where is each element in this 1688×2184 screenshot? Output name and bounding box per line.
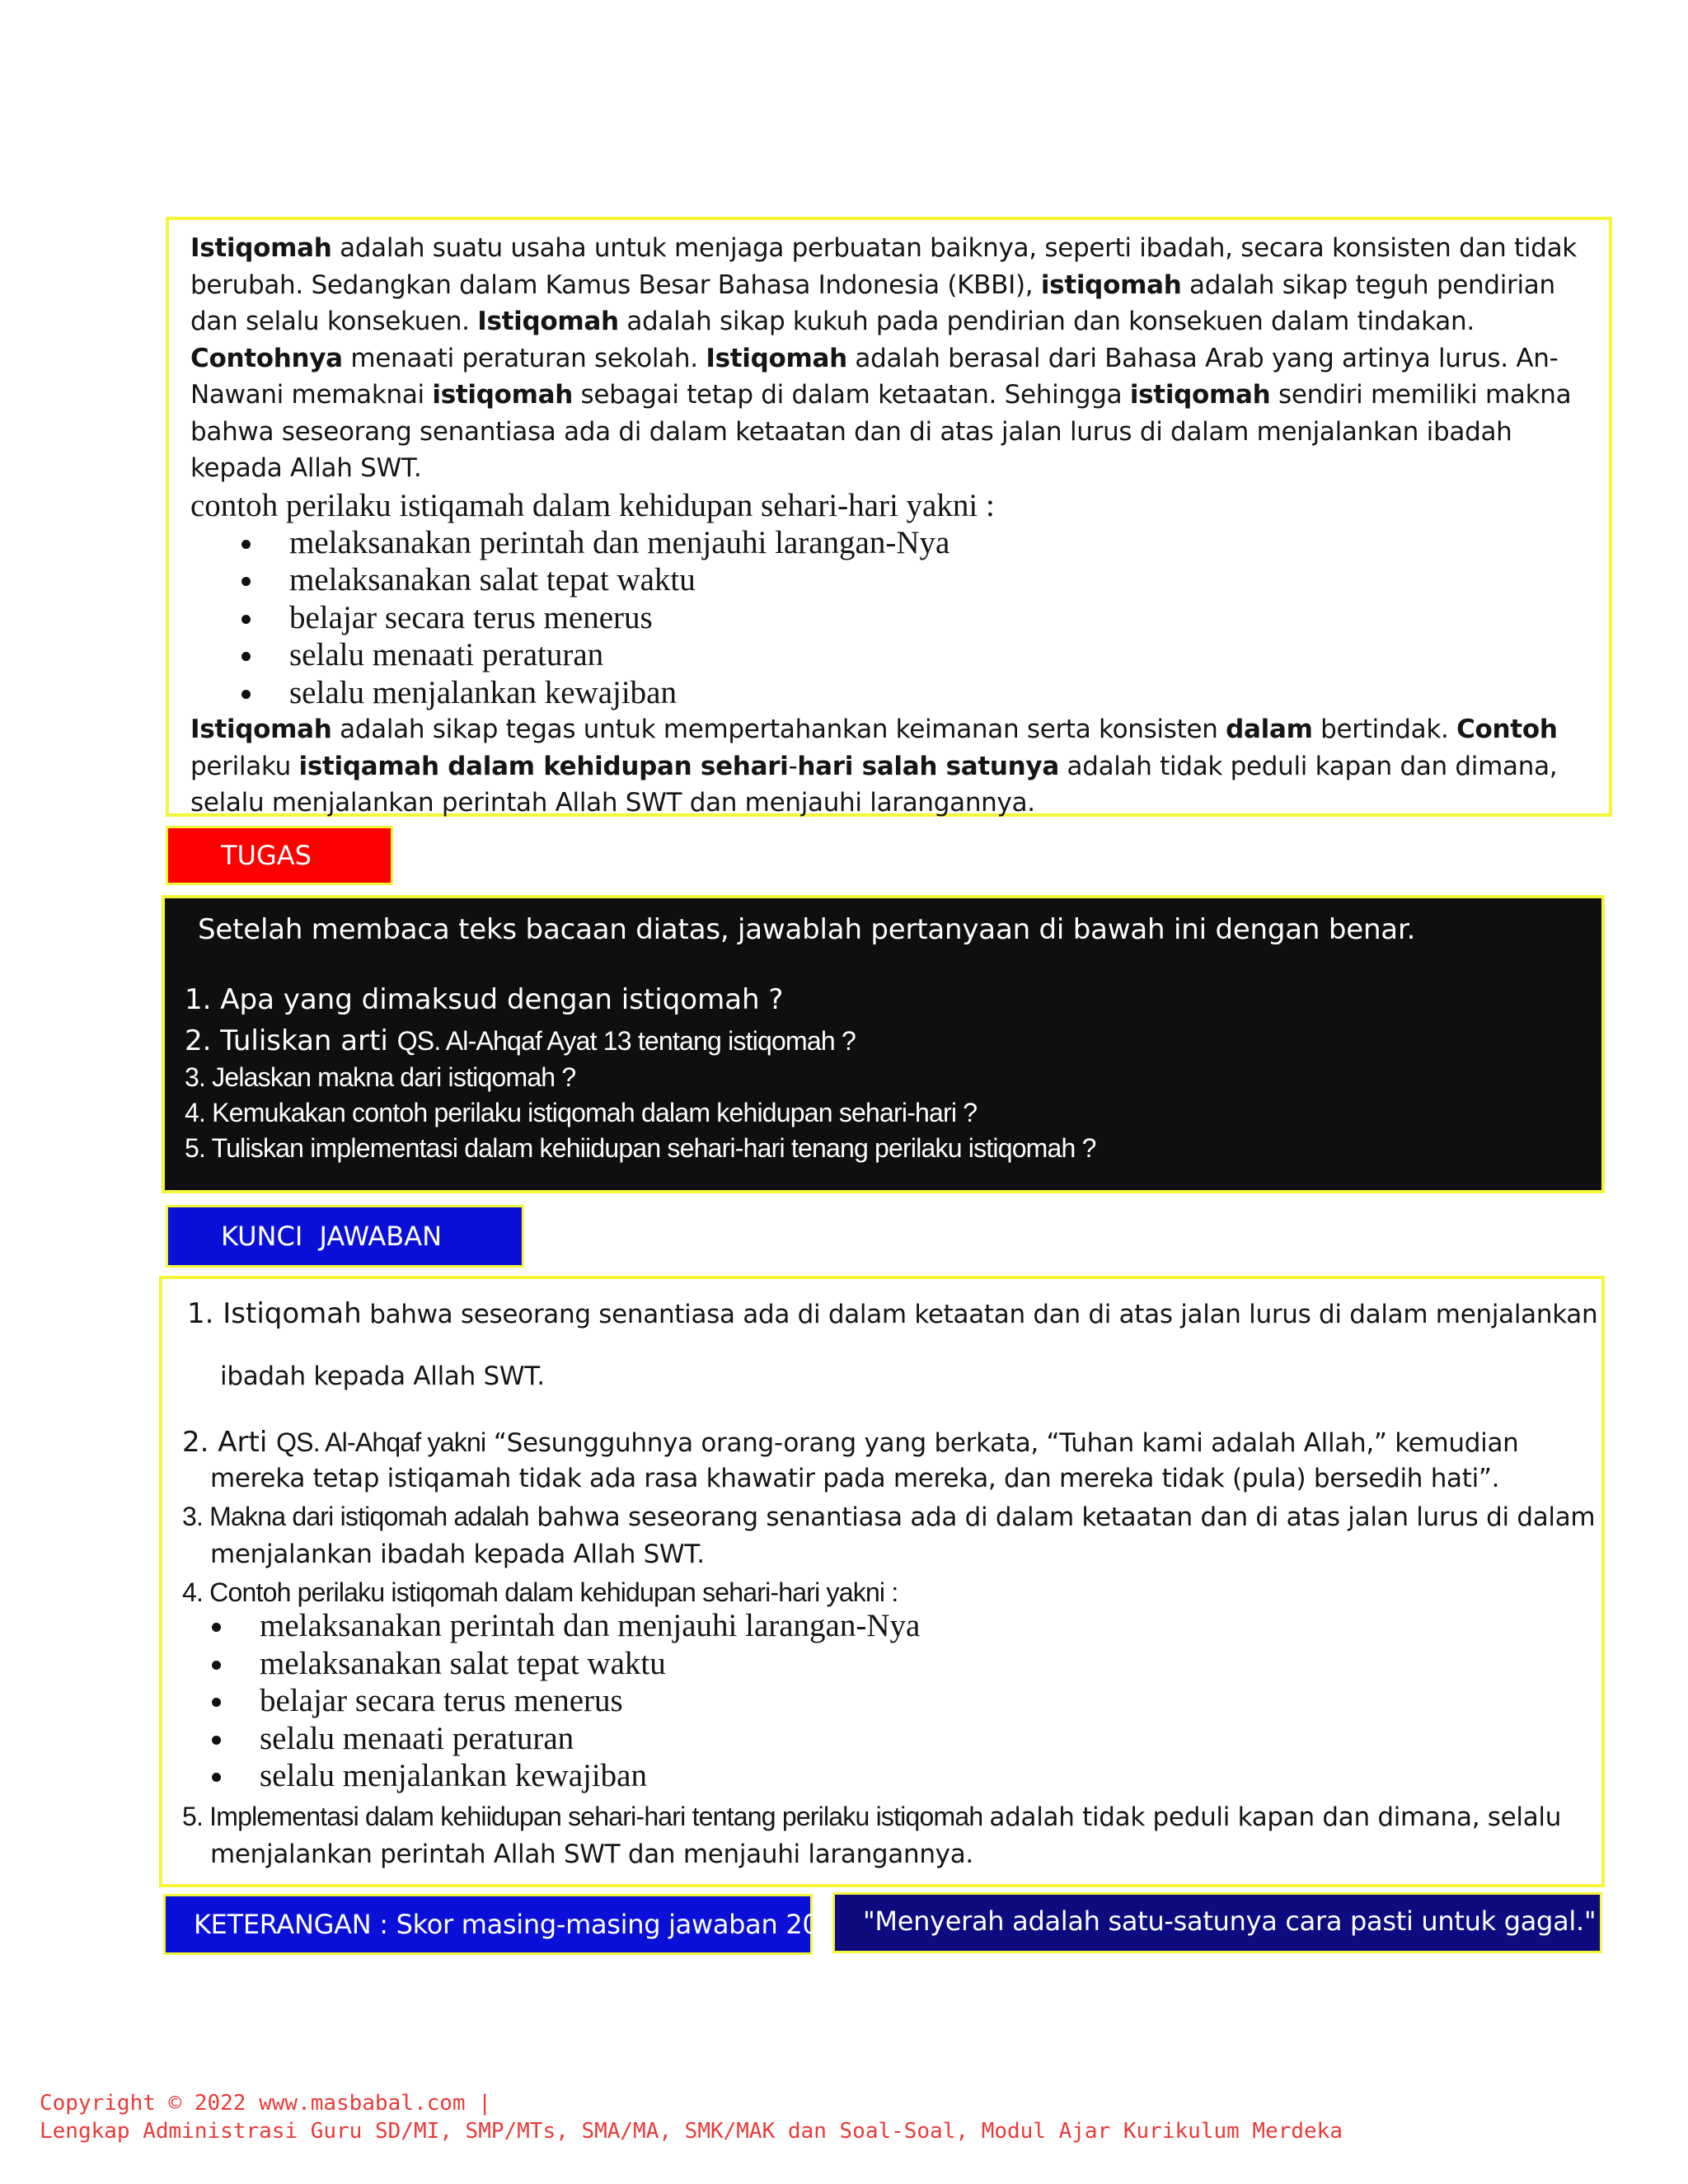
list-item — [161, 1720, 920, 1758]
paragraph-text: sebagai tetap di dalam ketaatan. Sehingga — [573, 380, 1130, 410]
paragraph-text: menaati peraturan sekolah. — [342, 343, 706, 373]
list-item — [190, 524, 1587, 562]
answer-2-prefix: 2. Arti — [182, 1426, 277, 1459]
answer-1 — [187, 1297, 1597, 1330]
answer-3-line-2: menjalankan ibadah kepada Allah SWT. — [210, 1540, 705, 1569]
list-item — [190, 561, 1587, 599]
tugas-label: TUGAS — [166, 826, 393, 885]
reading-paragraph-2 — [190, 711, 1587, 822]
bullet-icon — [241, 690, 251, 699]
bold-term: istiqomah — [1129, 380, 1271, 410]
answer-4-list — [161, 1607, 920, 1795]
question-2-prefix: 2. Tuliskan arti — [185, 1024, 397, 1057]
motivational-quote: "Menyerah adalah satu-satunya cara pasti untuk gagal." — [832, 1892, 1602, 1953]
list-item-text: melaksanakan salat tepat waktu — [260, 1645, 666, 1681]
list-item — [190, 599, 1587, 637]
answer-3-prefix: 3. Makna dari istiqomah adalah — [182, 1502, 529, 1531]
answer-1-text: bahwa seseorang senantiasa ada di dalam ketaatan dan di atas jalan lurus di dalam menjalankan — [361, 1300, 1598, 1329]
answer-2-source: QS. Al-Ahqaf yakni — [276, 1427, 486, 1457]
question-5: 5. Tuliskan implementasi dalam kehiidupan sehari-hari tenang perilaku istiqomah ? — [185, 1133, 1096, 1163]
question-2-text: QS. Al-Ahqaf Ayat 13 tentang istiqomah ? — [396, 1026, 856, 1056]
answer-5-prefix: 5. Implementasi dalam kehiidupan sehari-hari tentang perilaku istiqomah — [182, 1802, 990, 1831]
questions-box — [162, 895, 1605, 1193]
list-item — [161, 1607, 920, 1645]
paragraph-text: adalah sikap kukuh pada pendirian dan konsekuen dalam tindakan. — [618, 307, 1475, 336]
list-item — [161, 1757, 920, 1795]
paragraph-text: adalah sikap teguh pendirian dan selalu konsekuen. — [190, 269, 1555, 336]
bullet-icon — [212, 1773, 221, 1782]
paragraph-text: perilaku — [190, 751, 299, 781]
question-4: 4. Kemukakan contoh perilaku istiqomah dalam kehidupan sehari-hari ? — [185, 1098, 978, 1127]
answer-3-text: bahwa seseorang senantiasa ada di dalam ketaatan dan di atas jalan lurus di dalam — [528, 1502, 1596, 1532]
paragraph-text: adalah suatu usaha untuk menjaga perbuatan baiknya, seperti ibadah, secara konsisten dan tidak berubah. Sedangkan dalam Kamus Besar Bahasa Indonesia (KBBI), — [190, 233, 1577, 300]
bullet-icon — [241, 540, 251, 549]
paragraph-text: sendiri memiliki makna bahwa seseorang senantiasa ada di dalam ketaatan dan di atas jalan lurus di dalam menjalankan ibadah kepada Allah SWT. — [190, 380, 1572, 483]
bold-term: Istiqomah — [706, 343, 847, 373]
bullet-icon — [212, 1623, 221, 1632]
answer-key-label: KUNCI JAWABAN — [166, 1205, 524, 1268]
bold-term: Istiqomah — [477, 307, 619, 336]
paragraph-text: - — [788, 751, 798, 781]
paragraph-text: adalah berasal dari Bahasa Arab yang artinya lurus. An-Nawani memaknai — [190, 343, 1559, 410]
answer-2 — [182, 1426, 1519, 1459]
list-item-text: melaksanakan perintah dan menjauhi larangan-Nya — [260, 1608, 921, 1643]
bold-term: istiqomah — [432, 380, 573, 410]
answer-1-prefix: 1. Istiqomah — [187, 1297, 362, 1330]
paragraph-text: adalah sikap tegas untuk mempertahankan keimanan serta konsisten — [331, 715, 1226, 744]
bullet-icon — [241, 615, 251, 624]
list-item — [190, 636, 1587, 674]
answer-1-line-2: ibadah kepada Allah SWT. — [220, 1361, 545, 1391]
examples-list — [190, 524, 1587, 712]
copyright-line-1: Copyright © 2022 www.masbabal.com | — [40, 2091, 491, 2116]
reading-paragraph-1 — [190, 230, 1587, 487]
list-item — [190, 674, 1587, 712]
bold-term: Contoh — [1456, 715, 1558, 744]
copyright-line-2: Lengkap Administrasi Guru SD/MI, SMP/MTs, SMA/MA, SMK/MAK dan Soal-Soal, Modul Ajar Kurikulum Merdeka — [40, 2119, 1343, 2144]
answer-5-text: adalah tidak peduli kapan dan dimana, selalu — [989, 1802, 1562, 1832]
score-note: KETERANGAN : Skor masing-masing jawaban 20 — [163, 1894, 813, 1955]
list-item-text: belajar secara terus menerus — [289, 599, 653, 635]
bullet-icon — [241, 652, 251, 661]
list-item-text: selalu menjalankan kewajiban — [260, 1758, 647, 1793]
bold-term: istiqamah dalam kehidupan sehari — [298, 751, 789, 781]
bullet-icon — [212, 1736, 221, 1745]
question-3: 3. Jelaskan makna dari istiqomah ? — [185, 1062, 576, 1092]
bold-term: Contohnya — [190, 343, 343, 373]
bullet-icon — [241, 577, 251, 586]
bold-term: dalam — [1226, 715, 1313, 744]
list-item-text: selalu menaati peraturan — [289, 637, 604, 673]
answer-4: 4. Contoh perilaku istiqomah dalam kehidupan sehari-hari yakni : — [182, 1577, 898, 1607]
bold-term: Istiqomah — [190, 233, 332, 263]
answer-5-line-2: menjalankan perintah Allah SWT dan menjauhi larangannya. — [210, 1840, 973, 1869]
bold-term: hari salah satunya — [797, 751, 1059, 781]
bullet-icon — [212, 1698, 221, 1707]
bold-term: istiqomah — [1040, 269, 1182, 300]
list-item-text: selalu menaati peraturan — [260, 1720, 574, 1756]
answer-key-box — [159, 1276, 1605, 1887]
list-item — [161, 1645, 920, 1683]
answer-2-text: “Sesungguhnya orang-orang yang berkata, “Tuhan kami adalah Allah,” kemudian — [485, 1428, 1519, 1458]
list-item-text: selalu menjalankan kewajiban — [289, 674, 677, 710]
answer-2-line-2: mereka tetap istiqamah tidak ada rasa khawatir pada mereka, dan mereka tidak (pula) bersedih hati”. — [210, 1464, 1500, 1493]
list-item — [161, 1682, 920, 1720]
list-item-text: melaksanakan salat tepat waktu — [289, 562, 696, 598]
paragraph-text: bertindak. — [1312, 715, 1457, 744]
paragraph-text: adalah tidak peduli kapan dan dimana, selalu menjalankan perintah Allah SWT dan menjauhi larangannya. — [190, 751, 1558, 818]
bullet-icon — [212, 1661, 221, 1670]
list-item-text: melaksanakan perintah dan menjauhi larangan-Nya — [289, 524, 950, 560]
answer-3 — [182, 1502, 1595, 1532]
questions-list — [185, 977, 1096, 1166]
question-1: 1. Apa yang dimaksud dengan istiqomah ? — [185, 983, 784, 1016]
reading-passage-box — [166, 217, 1612, 817]
questions-intro: Setelah membaca teks bacaan diatas, jawablah pertanyaan di bawah ini dengan benar. — [198, 913, 1416, 946]
question-2 — [185, 1022, 1096, 1060]
bold-term: Istiqomah — [190, 715, 332, 744]
list-item-text: belajar secara terus menerus — [260, 1683, 623, 1718]
examples-intro: contoh perilaku istiqamah dalam kehidupan sehari-hari yakni : — [190, 487, 995, 523]
copyright-footer — [40, 2089, 1343, 2145]
answer-5 — [182, 1802, 1561, 1832]
